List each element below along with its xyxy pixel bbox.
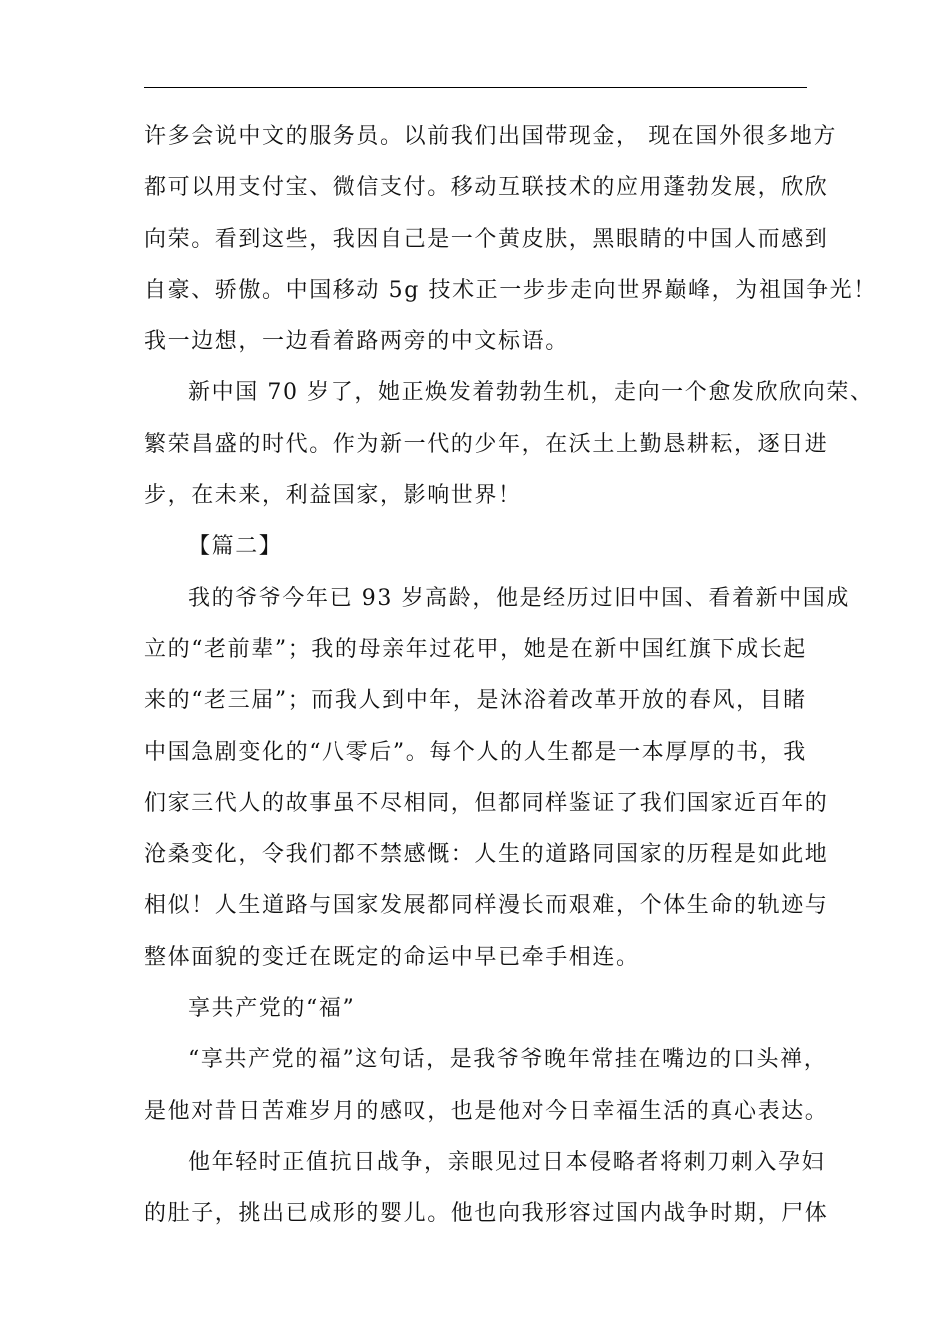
body-text <box>144 120 877 1249</box>
paragraph-first-line: 新中国 70 岁了，她正焕发着勃勃生机，走向一个愈发欣欣向荣、 <box>188 380 874 406</box>
text-line: 向荣。看到这些，我因自己是一个黄皮肤，黑眼睛的中国人而感到 <box>144 226 829 252</box>
text-line: 相似！人生道路与国家发展都同样漫长而艰难，个体生命的轨迹与 <box>144 893 829 919</box>
text-line: 步，在未来，利益国家，影响世界！ <box>144 483 522 509</box>
text-line: 我一边想，一边看着路两旁的中文标语。 <box>144 329 569 355</box>
text-line: 都可以用支付宝、微信支付。移动互联技术的应用蓬勃发展，欣欣 <box>144 175 829 201</box>
section-heading: 【篇二】 <box>188 534 283 560</box>
text-line: 是他对昔日苦难岁月的感叹，也是他对今日幸福生活的真心表达。 <box>144 1098 829 1124</box>
subheading: 享共产党的“福” <box>188 996 356 1022</box>
paragraph-first-line: 他年轻时正值抗日战争，亲眼见过日本侵略者将刺刀刺入孕妇 <box>188 1149 826 1175</box>
text-line: 立的“老前辈”；我的母亲年过花甲，她是在新中国红旗下成长起 <box>144 636 807 662</box>
text-line: 们家三代人的故事虽不尽相同，但都同样鉴证了我们国家近百年的 <box>144 790 829 816</box>
text-line: 自豪、骄傲。中国移动 5g 技术正一步步走向世界巅峰，为祖国争光！ <box>144 277 877 303</box>
text-line: 的肚子，挑出已成形的婴儿。他也向我形容过国内战争时期，尸体 <box>144 1201 829 1227</box>
text-line: 整体面貌的变迁在既定的命运中早已牵手相连。 <box>144 944 640 970</box>
text-line: 许多会说中文的服务员。以前我们出国带现金， 现在国外很多地方 <box>144 124 837 149</box>
text-line: 繁荣昌盛的时代。作为新一代的少年，在沃土上勤恳耕耘，逐日进 <box>144 431 829 457</box>
paragraph-first-line: “享共产党的福”这句话，是我爷爷晚年常挂在嘴边的口头禅， <box>188 1047 828 1073</box>
paragraph-first-line: 我的爷爷今年已 93 岁高龄，他是经历过旧中国、看着新中国成 <box>188 585 850 611</box>
text-line: 中国急剧变化的“八零后”。每个人的人生都是一本厚厚的书，我 <box>144 739 807 765</box>
text-line: 沧桑变化，令我们都不禁感慨：人生的道路同国家的历程是如此地 <box>144 842 829 868</box>
header-rule <box>144 87 807 88</box>
text-line: 来的“老三届”；而我人到中年，是沐浴着改革开放的春风，目睹 <box>144 688 807 714</box>
